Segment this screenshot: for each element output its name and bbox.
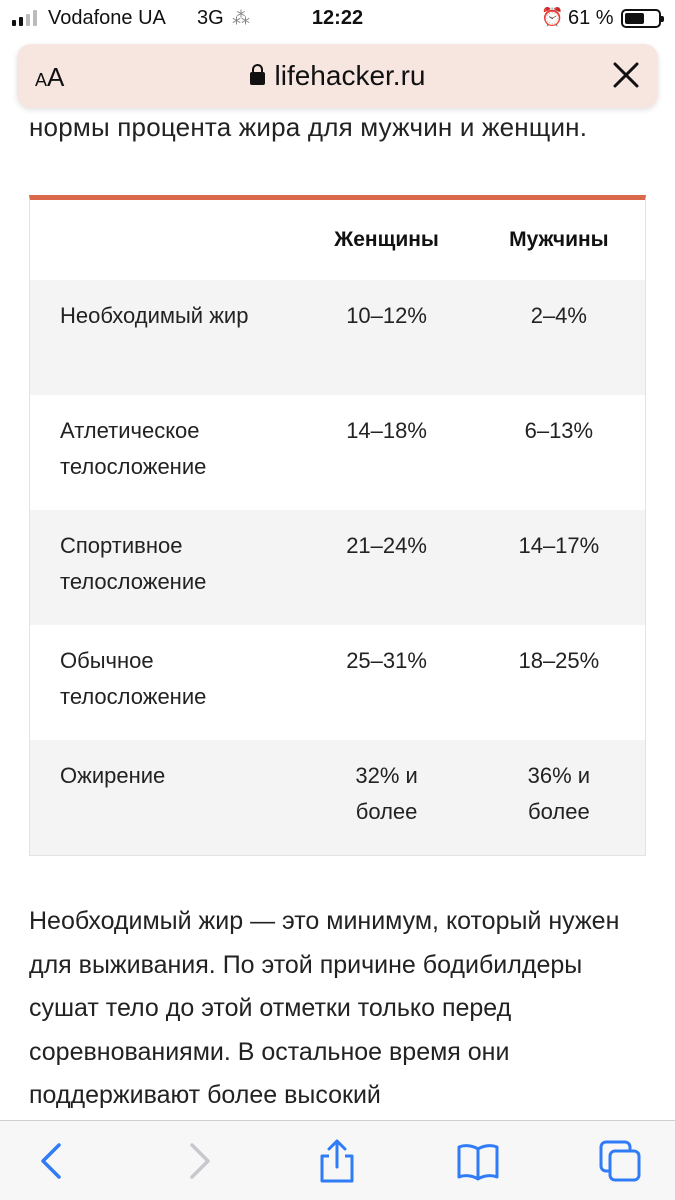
text-size-button[interactable]: AA [35,62,65,92]
battery-percentage: 61 % [568,7,614,29]
url-display[interactable] [17,60,658,92]
men-value: 6–13% [524,418,594,443]
women-value: 14–18% [346,418,427,443]
row-label: Обычное телосложение [60,648,207,709]
network-type: 3G [197,7,224,29]
alarm-icon: ⏰ [541,7,564,27]
row-label: Необходимый жир [30,280,300,395]
row-label: Ожирение [30,740,300,855]
table-row [30,395,645,510]
women-value: 32% и более [300,740,472,855]
women-value: 21–24% [300,510,472,625]
back-icon[interactable] [31,1139,75,1183]
men-value: 2–4% [473,280,645,395]
article-paragraph: Необходимый жир — это минимум, который нужен для выживания. По этой причине бодибилдеры сушат тело до этой отметки только перед соревнованиями. В остальное время они поддерживают более высокий [29,907,620,1109]
browser-toolbar [0,1120,675,1200]
table-row [30,510,645,625]
carrier-name: Vodafone UA [48,7,166,29]
table-row [30,280,645,395]
lock-icon [250,72,265,85]
url-text: lifehacker.ru [274,60,426,91]
women-value: 10–12% [300,280,472,395]
close-icon[interactable] [610,59,642,91]
row-label: Спортивное телосложение [30,510,300,625]
battery-icon [621,9,661,28]
table-row [30,625,645,740]
table-header-row [30,200,645,280]
men-value: 14–17% [473,510,645,625]
tabs-icon[interactable] [598,1139,642,1183]
status-bar [0,0,675,38]
women-value: 25–31% [346,648,427,673]
body-fat-table [29,195,646,856]
share-icon[interactable] [315,1139,359,1183]
men-value: 36% и более [473,740,645,855]
activity-spinner-icon: ⁂ [232,8,250,28]
address-bar[interactable] [17,44,658,108]
clock: 12:22 [311,7,364,29]
previous-paragraph-line: нормы процента жира для мужчин и женщин. [29,112,588,142]
men-value: 18–25% [518,648,600,673]
bookmarks-icon[interactable] [456,1139,500,1183]
forward-icon[interactable] [176,1139,220,1183]
header-women: Женщины [334,228,439,251]
table-row [30,740,645,855]
header-empty [30,200,300,280]
row-label: Атлетическое телосложение [60,418,207,479]
header-men: Мужчины [509,228,609,251]
